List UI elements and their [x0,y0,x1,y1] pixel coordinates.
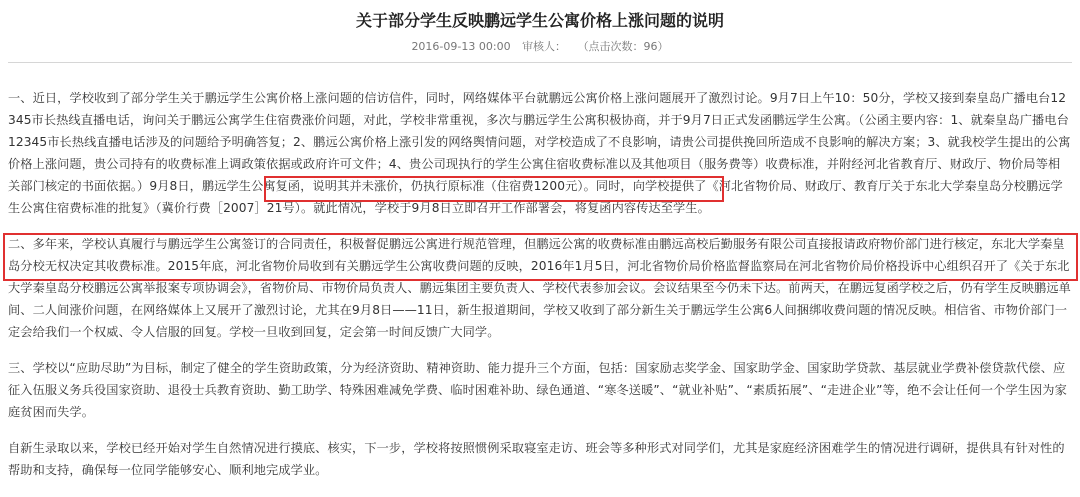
paragraph-1: 一、近日，学校收到了部分学生关于鹏远学生公寓价格上涨问题的信访信件，同时，网络媒体平台就鹏远公寓价格上涨问题展开了激烈讨论。9月7日上午10：50分，学校又接到秦皇岛广播电台12345市长热线直播电话，询问关于鹏远公寓学生住宿费涨价问题，对此，学校非常重视，多次与鹏远学生公寓积极协商，并于9月7日正式发函鹏远学生公寓。（公函主要内容：1、就秦皇岛广播电台12345市长热线直播电话涉及的问题给予明确答复；2、鹏远公寓价格上涨引发的网络舆情问题，对学校造成了不良影响，请贵公司提供挽回所造成不良影响的解决方案；3、就我校学生提出的公寓价格上涨问题，贵公司持有的收费标准上调政策依据或政府许可文件；4、贵公司现执行的学生公寓住宿收费标准以及其他项目（服务费等）收费标准，并附经河北省教育厅、财政厅、物价局等相关部门核定的书面依据。）9月8日，鹏远学生公寓复函，说明其并未涨价，仍执行原标准（住宿费1200元）。同时，向学校提供了《河北省物价局、财政厅、教育厅关于东北大学秦皇岛分校鹏远学生公寓住宿费标准的批复》（冀价行费［2007］21号）。就此情况，学校于9月8日立即召开工作部署会，将复函内容传达至学生。 [8,91,1071,215]
paragraph-2: 二、多年来，学校认真履行与鹏远学生公寓签订的合同责任，积极督促鹏远公寓进行规范管理，但鹏远公寓的收费标准由鹏远高校后勤服务有限公司直接报请政府物价部门进行核定，东北大学秦皇岛分校无权决定其收费标准。2015年底，河北省物价局收到有关鹏远学生公寓收费问题的反映，2016年1月5日，河北省物价局价格监督监察局在河北省物价局价格投诉中心组织召开了《关于东北大学秦皇岛分校鹏远公寓举报案专项协调会》，省物价局、市物价局负责人、鹏远集团主要负责人、学校代表参加会议。会议结果至今仍未下达。前两天，在鹏远复函学校之后，仍有学生反映鹏远单间、二人间涨价问题，在网络媒体上又展开了激烈讨论，尤其在9月8日——11日，新生报道期间，学校又收到了部分新生关于鹏远学生公寓6人间捆绑收费问题的情况反映。相信省、市物价部门一定会给我们一个权威、令人信服的回复。学校一旦收到回复，定会第一时间反馈广大同学。 [8,237,1071,339]
article-title: 关于部分学生反映鹏远学生公寓价格上涨问题的说明 [355,11,724,30]
view-count: （点击次数：96） [577,40,669,53]
highlight-box-pricing-authority [3,233,1078,281]
article-meta [0,38,1080,54]
paragraph-3: 三、学校以“应助尽助”为目标，制定了健全的学生资助政策，分为经济资助、精神资助、能力提升三个方面，包括：国家励志奖学金、国家助学金、国家助学贷款、基层就业学费补偿贷款代偿、应征入伍服义务兵役国家资助、退役士兵教育资助、勤工助学、特殊困难减免学费、临时困难补助、绿色通道、“寒冬送暖”、“就业补贴”、“素质拓展”、“走进企业”等，绝不会让任何一个学生因为家庭贫困而失学。 [8,361,1067,419]
reviewer-label: 审核人： [522,40,567,53]
title-divider [8,62,1072,63]
paragraph-4: 自新生录取以来，学校已经开始对学生自然情况进行摸底、核实，下一步，学校将按照惯例采取寝室走访、班会等多种形式对同学们，尤其是家庭经济困难学生的情况进行调研，提供具有针对性的帮助和支持，确保每一位同学能够安心、顺利地完成学业。 [8,441,1065,477]
publish-date: 2016-09-13 00:00 [411,40,511,53]
highlight-box-reply [264,176,724,202]
